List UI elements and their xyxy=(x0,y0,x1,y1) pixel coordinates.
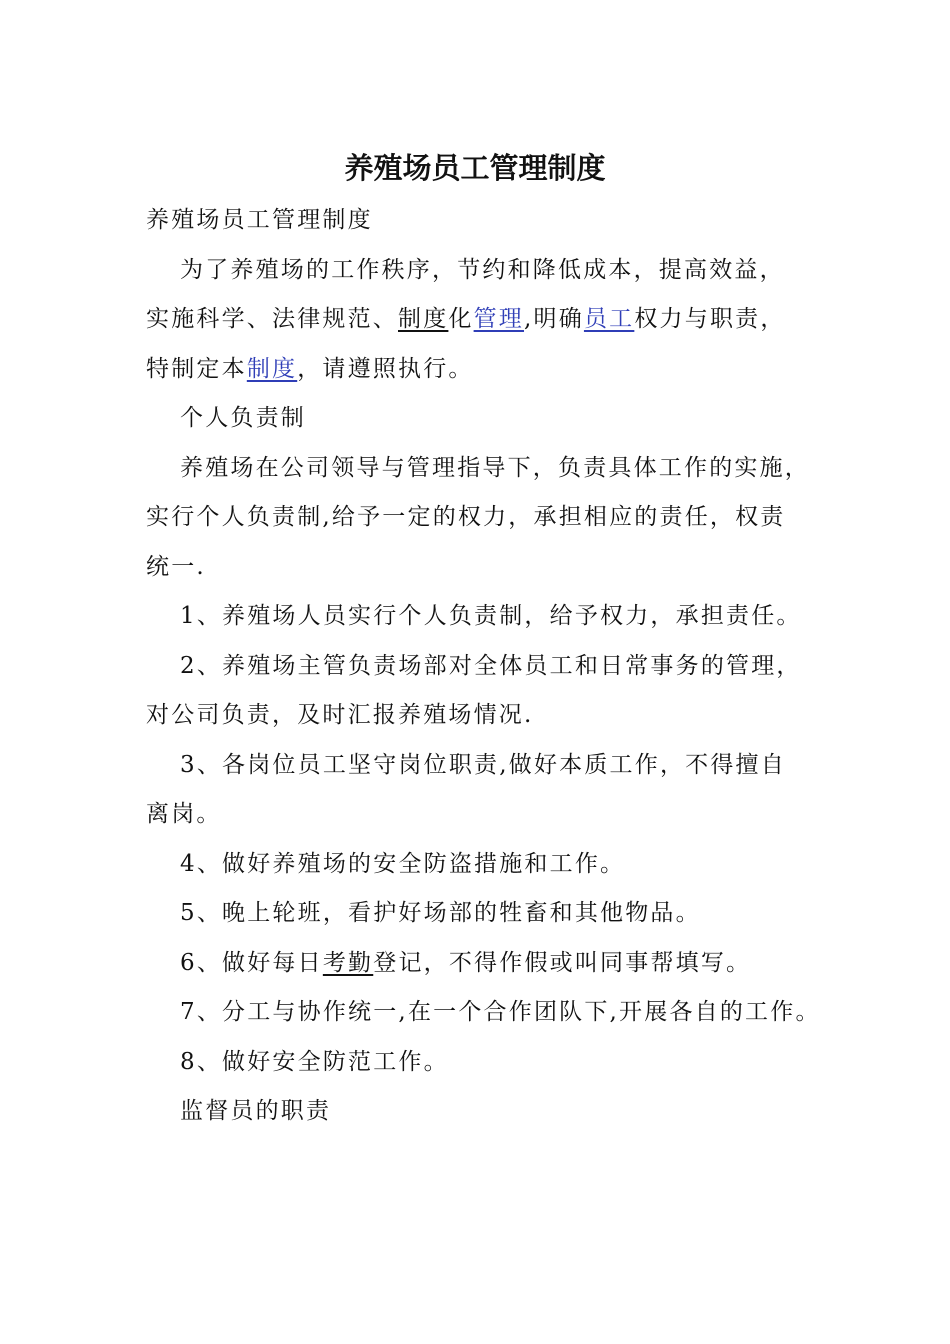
intro-text: 化 xyxy=(448,306,474,332)
attendance-link[interactable]: 考勤 xyxy=(322,949,374,976)
document-subtitle: 养殖场员工管理制度 xyxy=(146,207,373,233)
list-item-3: 3、各岗位员工坚守岗位职责,做好本质工作，不得擅自 xyxy=(180,751,786,778)
system-link[interactable]: 制度 xyxy=(398,306,449,332)
document-body xyxy=(146,196,836,1137)
document-title: 养殖场员工管理制度 xyxy=(344,151,606,185)
section1-line-3: 统一. xyxy=(146,553,206,580)
section1-line-1: 养殖场在公司领导与管理指导下，负责具体工作的实施， xyxy=(180,454,810,481)
section-heading-responsibility: 个人负责制 xyxy=(180,405,306,431)
intro-text: ,明确 xyxy=(524,306,584,332)
intro-text: ，请遵照执行。 xyxy=(297,355,474,382)
intro-line-3 xyxy=(146,345,836,395)
section-heading-supervisor: 监督员的职责 xyxy=(180,1098,332,1124)
management-link[interactable]: 管理 xyxy=(473,306,525,332)
list-item-4: 4、做好养殖场的安全防盗措施和工作。 xyxy=(180,850,626,877)
list-item-8: 8、做好安全防范工作。 xyxy=(180,1048,449,1075)
list-item-2: 2、养殖场主管负责场部对全体员工和日常事务的管理， xyxy=(180,652,802,679)
intro-text: 特制定本 xyxy=(146,355,247,382)
list-item-text: 6、做好每日 xyxy=(180,949,323,976)
list-item-text: 登记，不得作假或叫同事帮填写。 xyxy=(373,949,752,976)
list-item-1: 1、养殖场人员实行个人负责制，给予权力，承担责任。 xyxy=(180,603,802,629)
list-item-2-cont: 对公司负责，及时汇报养殖场情况. xyxy=(146,702,534,728)
list-item-3-cont: 离岗。 xyxy=(146,801,222,827)
intro-text: 权力与职责， xyxy=(634,306,786,332)
list-item-7: 7、分工与协作统一,在一个合作团队下,开展各自的工作。 xyxy=(180,999,821,1025)
system-link[interactable]: 制度 xyxy=(246,355,298,382)
intro-line-1: 为了养殖场的工作秩序，节约和降低成本，提高效益， xyxy=(180,256,785,283)
section1-line-2: 实行个人负责制,给予一定的权力，承担相应的责任，权责 xyxy=(146,504,786,530)
employee-link[interactable]: 员工 xyxy=(583,306,635,332)
list-item-5: 5、晚上轮班，看护好场部的牲畜和其他物品。 xyxy=(180,900,701,926)
intro-text: 实施科学、法律规范、 xyxy=(146,306,398,332)
intro-line-2 xyxy=(146,295,836,345)
list-item-6 xyxy=(146,939,836,989)
